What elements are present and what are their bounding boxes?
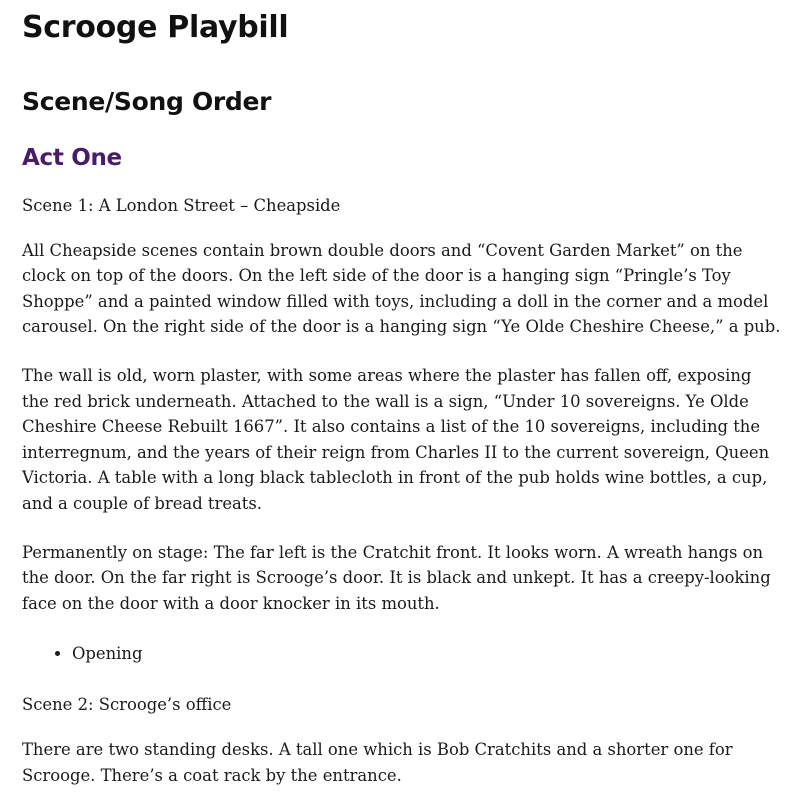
section-heading: Scene/Song Order	[22, 87, 272, 116]
act-heading: Act One	[22, 145, 122, 171]
scene-title: Scene 1: A London Street – Cheapside	[22, 196, 341, 215]
song-list	[22, 641, 782, 667]
scene-paragraph: All Cheapside scenes contain brown double doors and “Covent Garden Market” on the clock on top of the doors. On the left side of the door is a hanging sign “Pringle’s Toy Shoppe” and a painted window filled with toys, including a doll in the corner and a model carousel. On the right side of the door is a hanging sign “Ye Olde Cheshire Cheese,” a pub.	[22, 240, 781, 336]
document-body	[22, 0, 782, 788]
scene-title: Scene 2: Scrooge’s office	[22, 694, 232, 714]
page-title: Scrooge Playbill	[22, 10, 289, 45]
scene-paragraph: Permanently on stage: The far left is the Cratchit front. It looks worn. A wreath hangs on the door. On the far right is Scrooge’s door. It is black and unkept. It has a creepy-looking face on the door with a door knocker in its mouth.	[22, 542, 771, 613]
scene-paragraph: The wall is old, worn plaster, with some areas where the plaster has fallen off, exposing the red brick underneath. Attached to the wall is a sign, “Under 10 sovereigns. Ye Olde Cheshire Cheese Rebuilt 1667”. It also contains a list of the 10 sovereigns, including the interregnum, and the years of their reign from Charles II to the current sovereign, Queen Victoria. A table with a long black tablecloth in front of the pub holds wine bottles, a cup, and a couple of bread treats.	[22, 366, 770, 513]
song-list-item: • Opening	[72, 641, 782, 667]
scene-paragraph: There are two standing desks. A tall one which is Bob Cratchits and a shorter one for Scrooge. There’s a coat rack by the entrance.	[22, 740, 733, 785]
